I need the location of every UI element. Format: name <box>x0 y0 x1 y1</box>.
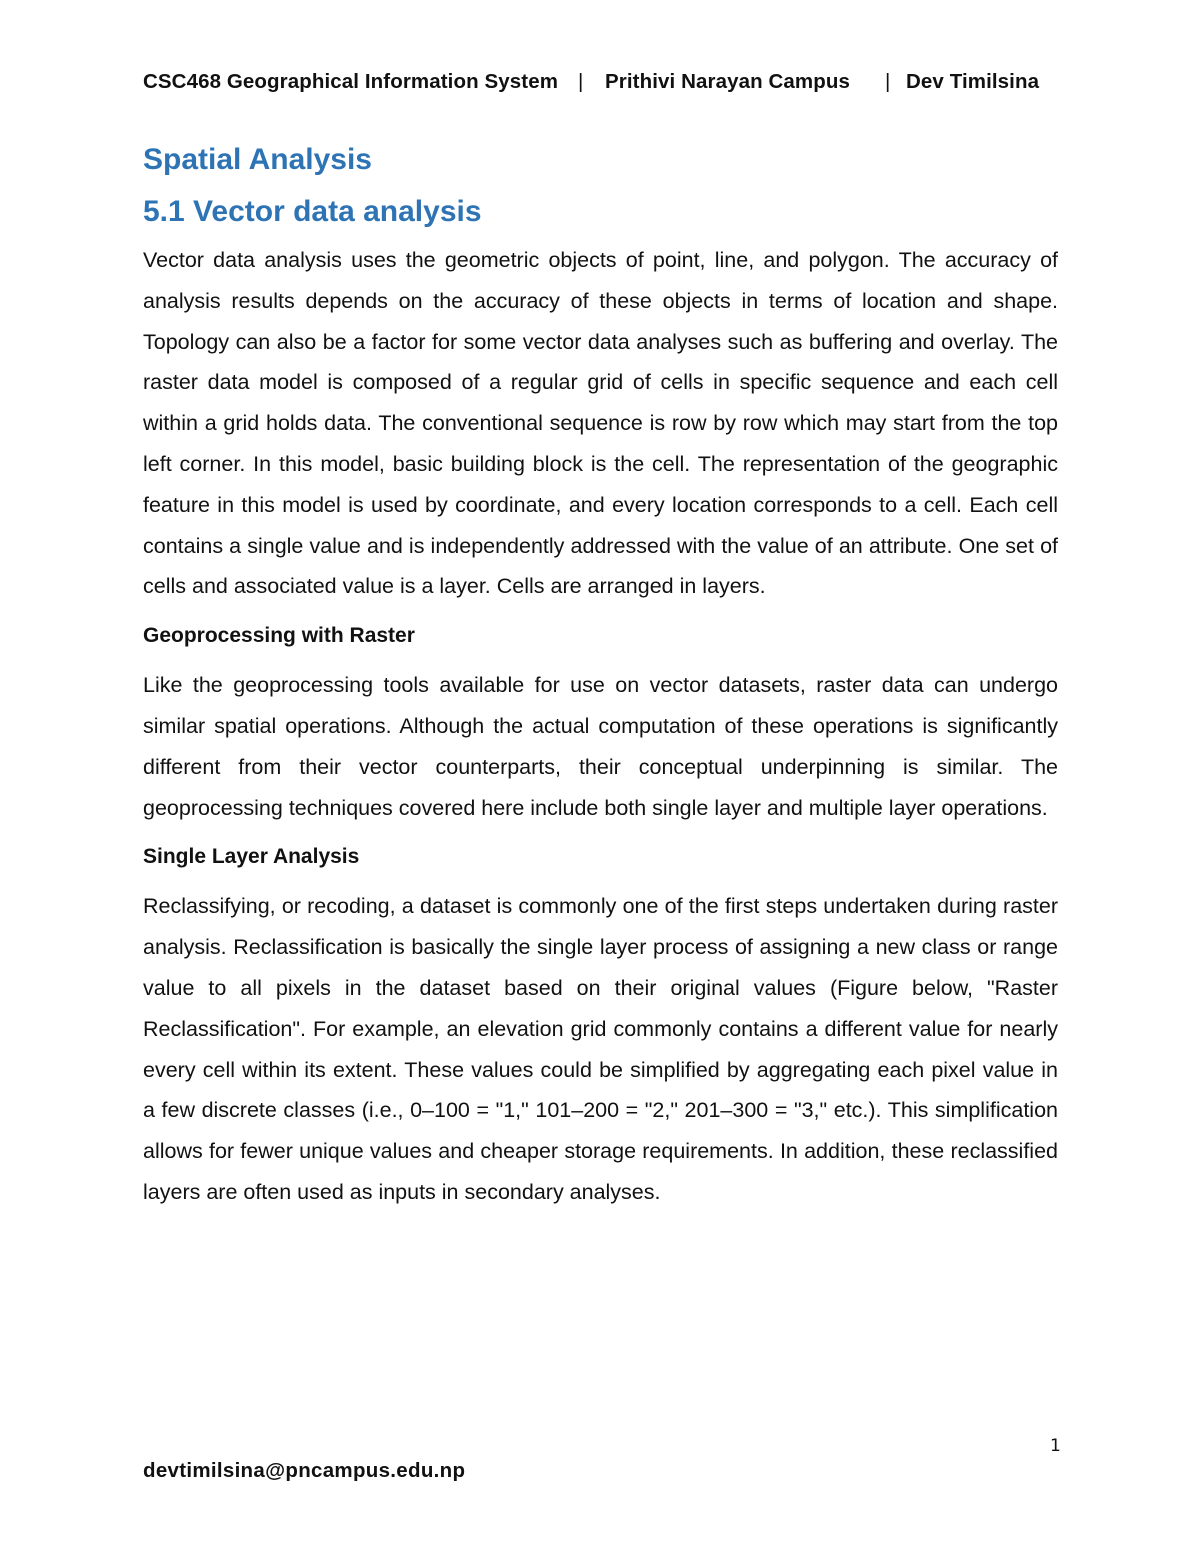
header-separator: | <box>885 70 891 93</box>
paragraph-single-layer-analysis: Reclassifying, or recoding, a dataset is commonly one of the first steps undertaken during raster analysis. Reclassification is basically the single layer process of assigning a new class or range value to all pixels in the dataset based on their original values (Figure below, "Raster Reclassification". For example, an elevation grid commonly contains a different value for nearly every cell within its extent. These values could be simplified by aggregating each pixel value in a few discrete classes (i.e., 0–100 = "1," 101–200 = "2," 201–300 = "3," etc.). This simplification allows for fewer unique values and cheaper storage requirements. In addition, these reclassified layers are often used as inputs in secondary analyses. <box>143 894 1058 1204</box>
heading-single-layer-analysis: Single Layer Analysis <box>143 845 360 869</box>
document-title: Spatial Analysis <box>143 143 372 176</box>
section-title-vector-data-analysis: 5.1 Vector data analysis <box>143 195 482 228</box>
footer-email: devtimilsina@pncampus.edu.np <box>143 1459 466 1482</box>
paragraph-vector-analysis: Vector data analysis uses the geometric objects of point, line, and polygon. The accuracy of analysis results depends on the accuracy of these objects in terms of location and shape. Topology can also be a factor for some vector data analyses such as buffering and overlay. The raster data model is composed of a regular grid of cells in specific sequence and each cell within a grid holds data. The conventional sequence is row by row which may start from the top left corner. In this model, basic building block is the cell. The representation of the geographic feature in this model is used by coordinate, and every location corresponds to a cell. Each cell contains a single value and is independently addressed with the value of an attribute. One set of cells and associated value is a layer. Cells are arranged in layers. <box>143 248 1058 599</box>
header-author: Dev Timilsina <box>906 70 1040 93</box>
page-number: 1 <box>1050 1436 1061 1456</box>
heading-geoprocessing-with-raster: Geoprocessing with Raster <box>143 624 415 648</box>
paragraph-geoprocessing: Like the geoprocessing tools available for use on vector datasets, raster data can undergo similar spatial operations. Although the actual computation of these operations is significantly different from their vector counterparts, their conceptual underpinning is similar. The geoprocessing techniques covered here include both single layer and multiple layer operations. <box>143 673 1058 820</box>
header-campus: Prithivi Narayan Campus <box>605 70 850 93</box>
header-separator: | <box>578 70 584 93</box>
header-course: CSC468 Geographical Information System <box>143 70 559 93</box>
document-body <box>143 138 1058 1213</box>
